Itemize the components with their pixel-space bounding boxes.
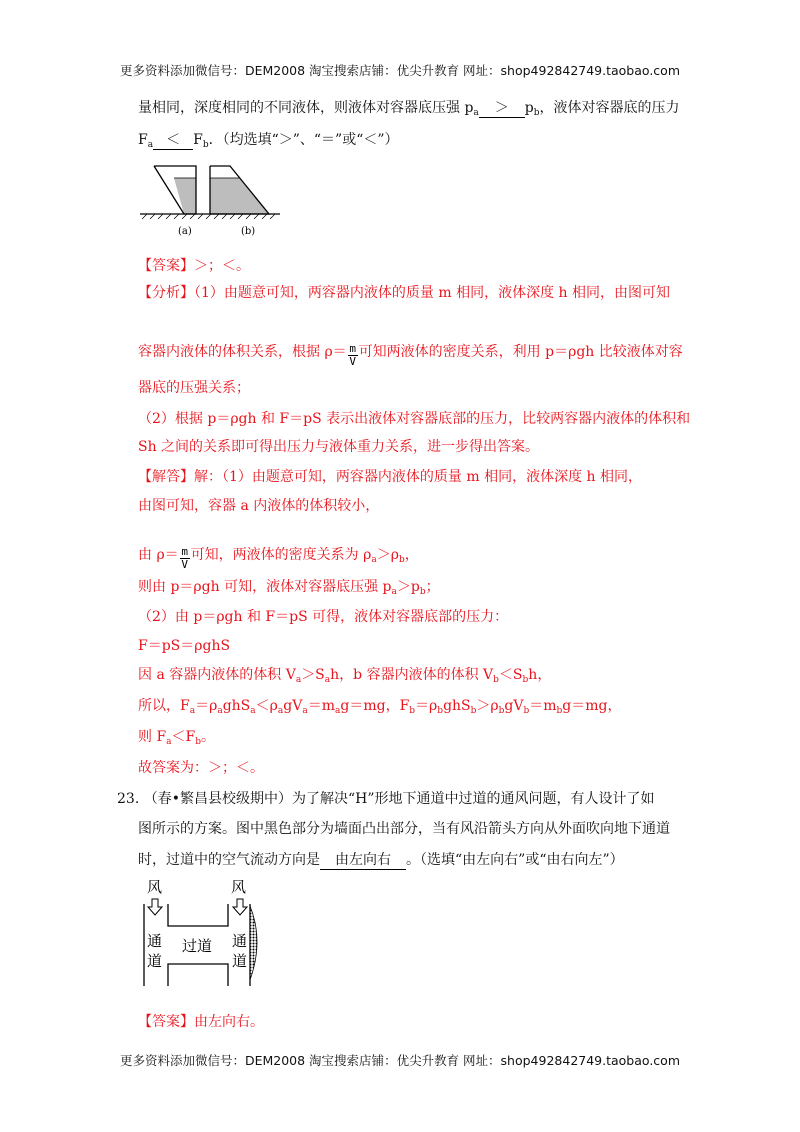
q23-tunnel-figure xyxy=(138,876,268,988)
q22-solution-8: 所以，$F_a=\rho_aghS_a<\rho_agV_a=m_ag=mg$，$F_b=\rho_bghS_b>\rho_bgV_b=m_bg=mg$， xyxy=(138,698,622,716)
q22-blank-2: ＜ xyxy=(153,131,193,150)
q22-container-figure xyxy=(138,162,283,242)
q23-line-3: 时，过道中的空气流动方向是 由左向右 。（选填“由左向右”或“由右向左”） xyxy=(138,852,624,868)
page-header: 更多资料添加微信号：DEM2008 淘宝搜索店铺：优尖升教育 网址：shop492842749.taobao.com xyxy=(119,63,681,78)
q22-solution-5: （2）由 p＝ρgh 和 F＝pS 可得，液体对容器底部的压力： xyxy=(138,609,509,625)
q22-solution-1: 【解答】解：（1）由题意可知，两容器内液体的质量 m 相同，液体深度 h 相同， xyxy=(138,469,642,485)
q22-answer: 【答案】＞；＜。 xyxy=(138,258,250,274)
q22-solution-9: 则 $F_a<F_b$。 xyxy=(138,729,216,747)
q22-analysis-1: 【分析】（1）由题意可知，两容器内液体的质量 m 相同，液体深度 h 相同，由图可知 xyxy=(138,285,670,301)
q23-line-2: 图所示的方案。图中黑色部分为墙面凸出部分，当有风沿箭头方向从外面吹向地下通道 xyxy=(138,821,670,837)
q22-solution-6: F＝pS＝ρghS xyxy=(138,638,231,654)
page-footer: 更多资料添加微信号：DEM2008 淘宝搜索店铺：优尖升教育 网址：shop492842749.taobao.com xyxy=(119,1053,681,1068)
density-fraction: $\frac{m}{V}$ xyxy=(181,545,188,571)
wind-arrow-right-icon xyxy=(233,899,247,915)
q22-solution-2: 由图可知，容器 a 内液体的体积较小， xyxy=(138,498,380,514)
tunnel-label-left-2: 道 xyxy=(147,952,163,970)
q22-analysis-5: Sh 之间的关系即可得出压力与液体重力关系，进一步得出答案。 xyxy=(138,439,540,455)
tunnel-label-right-2: 道 xyxy=(232,952,248,970)
density-fraction: $\frac{m}{V}$ xyxy=(349,342,356,368)
wind-arrow-left-icon xyxy=(148,899,162,915)
fig-label-b: (b) xyxy=(241,226,256,237)
q22-analysis-4: （2）根据 p＝ρgh 和 F＝pS 表示出液体对容器底部的压力，比较两容器内液体的体积和 xyxy=(138,411,691,427)
tunnel-label-left-1: 通 xyxy=(147,932,163,950)
q23-blank: 由左向右 xyxy=(320,851,406,870)
q22-analysis-2: 容器内液体的体积关系，根据 ρ＝ $\frac{m}{V}$ 可知两液体的密度关系，利用 p＝ρgh 比较液体对容 xyxy=(138,342,683,368)
q23-line-1: 23. （春•繁昌县校级期中）为了解决“H”形地下通道中过道的通风问题，有人设计了如 xyxy=(117,791,655,807)
q22-solution-10: 故答案为：＞；＜。 xyxy=(138,760,264,776)
q22-line-2: $F_a < F_b$．（均选填“＞”、“＝”或“＜”） xyxy=(138,132,399,150)
q22-solution-3: 由 ρ＝ $\frac{m}{V}$ 可知，两液体的密度关系为 $\rho_a>\rho_b$， xyxy=(138,545,419,571)
passage-label: 过道 xyxy=(182,937,213,955)
q22-analysis-3: 器底的压强关系； xyxy=(138,380,250,396)
q22-line-1: 量相同，深度相同的不同液体，则液体对容器底压强 $p_a > p_b$，液体对容器底的压力 xyxy=(138,100,680,118)
q22-solution-4: 则由 p＝ρgh 可知，液体对容器底压强 $p_a>p_b$； xyxy=(138,579,440,597)
q22-blank-1: ＞ xyxy=(479,99,525,118)
wind-label-right: 风 xyxy=(231,878,247,896)
fig-label-a: (a) xyxy=(178,226,192,237)
tunnel-label-right-1: 通 xyxy=(232,932,248,950)
wind-label-left: 风 xyxy=(147,878,163,896)
q23-answer: 【答案】由左向右。 xyxy=(138,1014,264,1030)
q22-solution-7: 因 a 容器内液体的体积 $V_a>S_ah$，b 容器内液体的体积 $V_b<S_bh$， xyxy=(138,667,552,685)
